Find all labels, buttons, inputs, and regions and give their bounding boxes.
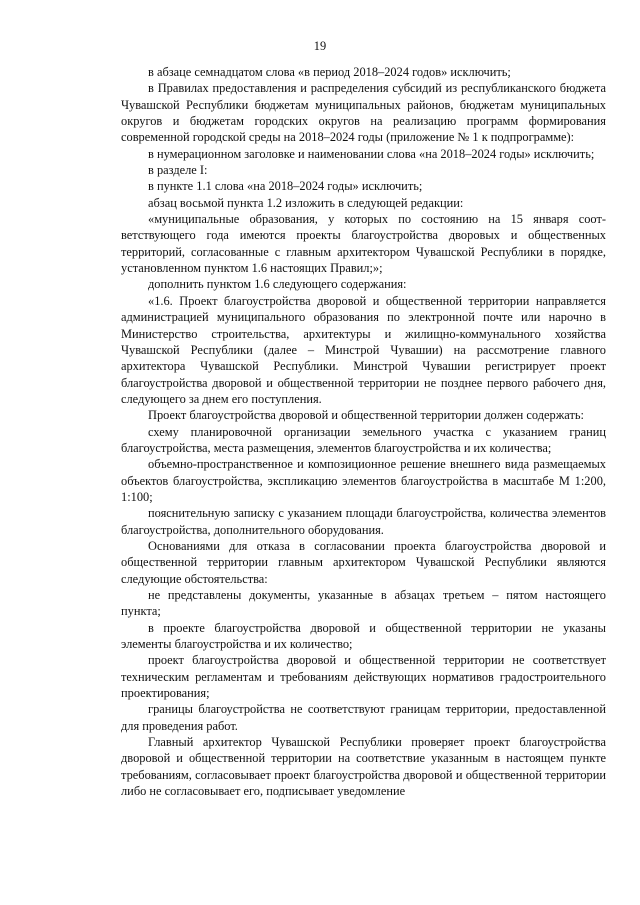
page-number: 19	[313, 39, 327, 53]
document-body	[121, 64, 606, 799]
paragraph: пояснительную записку с указанием площади благоустройства, количества элементов благоустройства, дополнительного оборудования.	[121, 506, 606, 537]
paragraph: Основаниями для отказа в согласовании проекта благоустройства дворовой и общественной территории главным архитектором Чувашской Республики являются следующие обстоятельства:	[121, 538, 606, 586]
paragraph: не представлены документы, указанные в абзацах третьем – пятом настоящего пункта;	[121, 588, 606, 619]
paragraph: в абзаце семнадцатом слова «в период 2018–2024 годов» исключить;	[148, 65, 511, 79]
paragraph: абзац восьмой пункта 1.2 изложить в следующей редакции:	[148, 195, 464, 210]
paragraph: Главный архитектор Чувашской Республики проверяет проект благоустройства дворовой и общественной территории на соответствие указанным в настоящем пункте требованиям, согласовывает проект благоустройства дворовой и общественной территории либо не согласовывает его, подписывает уведомление	[121, 735, 606, 799]
paragraph: «1.6. Проект благоустройства дворовой и общественной территории направляется администрацией муниципального образования по электронной почте или нарочно в Министерство строительства, архитектуры и жилищно-коммунального хозяйства Чувашской Республики (далее – Минстрой Чувашии) на рассмотрение главного архитектора Чувашской Республики. Минстрой Чувашии регистрирует проект благоустройства дворовой и общественной территории не позднее первого рабочего дня, следующего за днем его поступления.	[121, 293, 606, 406]
paragraph: объемно-пространственное и композиционное решение внешнего вида размещаемых объектов благоустройства, экспликацию элементов благоустройства в масштабе М 1:200, 1:100;	[121, 457, 606, 504]
paragraph: «муниципальные образования, у которых по состоянию на 15 января соответствующего года имеются проекты благоустройства дворовых и общественных территорий, согласованные с главным архитектором Чувашской Республики в порядке, установленном пунктом 1.6 настоящих Правил;»;	[121, 212, 606, 276]
paragraph: границы благоустройства не соответствуют границам территории, предоставленной для проведения работ.	[121, 702, 606, 733]
paragraph: в пункте 1.1 слова «на 2018–2024 годы» исключить;	[148, 179, 423, 194]
paragraph: в нумерационном заголовке и наименовании слова «на 2018–2024 годы» исключить;	[148, 146, 595, 161]
paragraph: схему планировочной организации земельного участка с указанием границ благоустройства, места размещения, элементов благоустройства и их количества;	[121, 424, 606, 455]
paragraph: проект благоустройства дворовой и общественной территории не соответствует техническим регламентам и требованиям действующих нормативов градостроительного проектирования;	[121, 653, 606, 701]
paragraph: дополнить пунктом 1.6 следующего содержания:	[148, 277, 407, 292]
paragraph: в проекте благоустройства дворовой и общественной территории не указаны элементы благоустройства и их количество;	[121, 620, 606, 652]
paragraph: в Правилах предоставления и распределения субсидий из республиканского бюджета Чувашской Республики бюджетам муниципальных районов, бюджетам муниципальных округов и бюджетам городских округов на реализацию программ формирования современной городской среды на 2018–2024 годы (приложение № 1 к подпрограмме):	[121, 81, 606, 145]
paragraph: Проект благоустройства дворовой и общественной территории должен содержать:	[148, 408, 584, 423]
paragraph: в разделе I:	[148, 163, 208, 178]
